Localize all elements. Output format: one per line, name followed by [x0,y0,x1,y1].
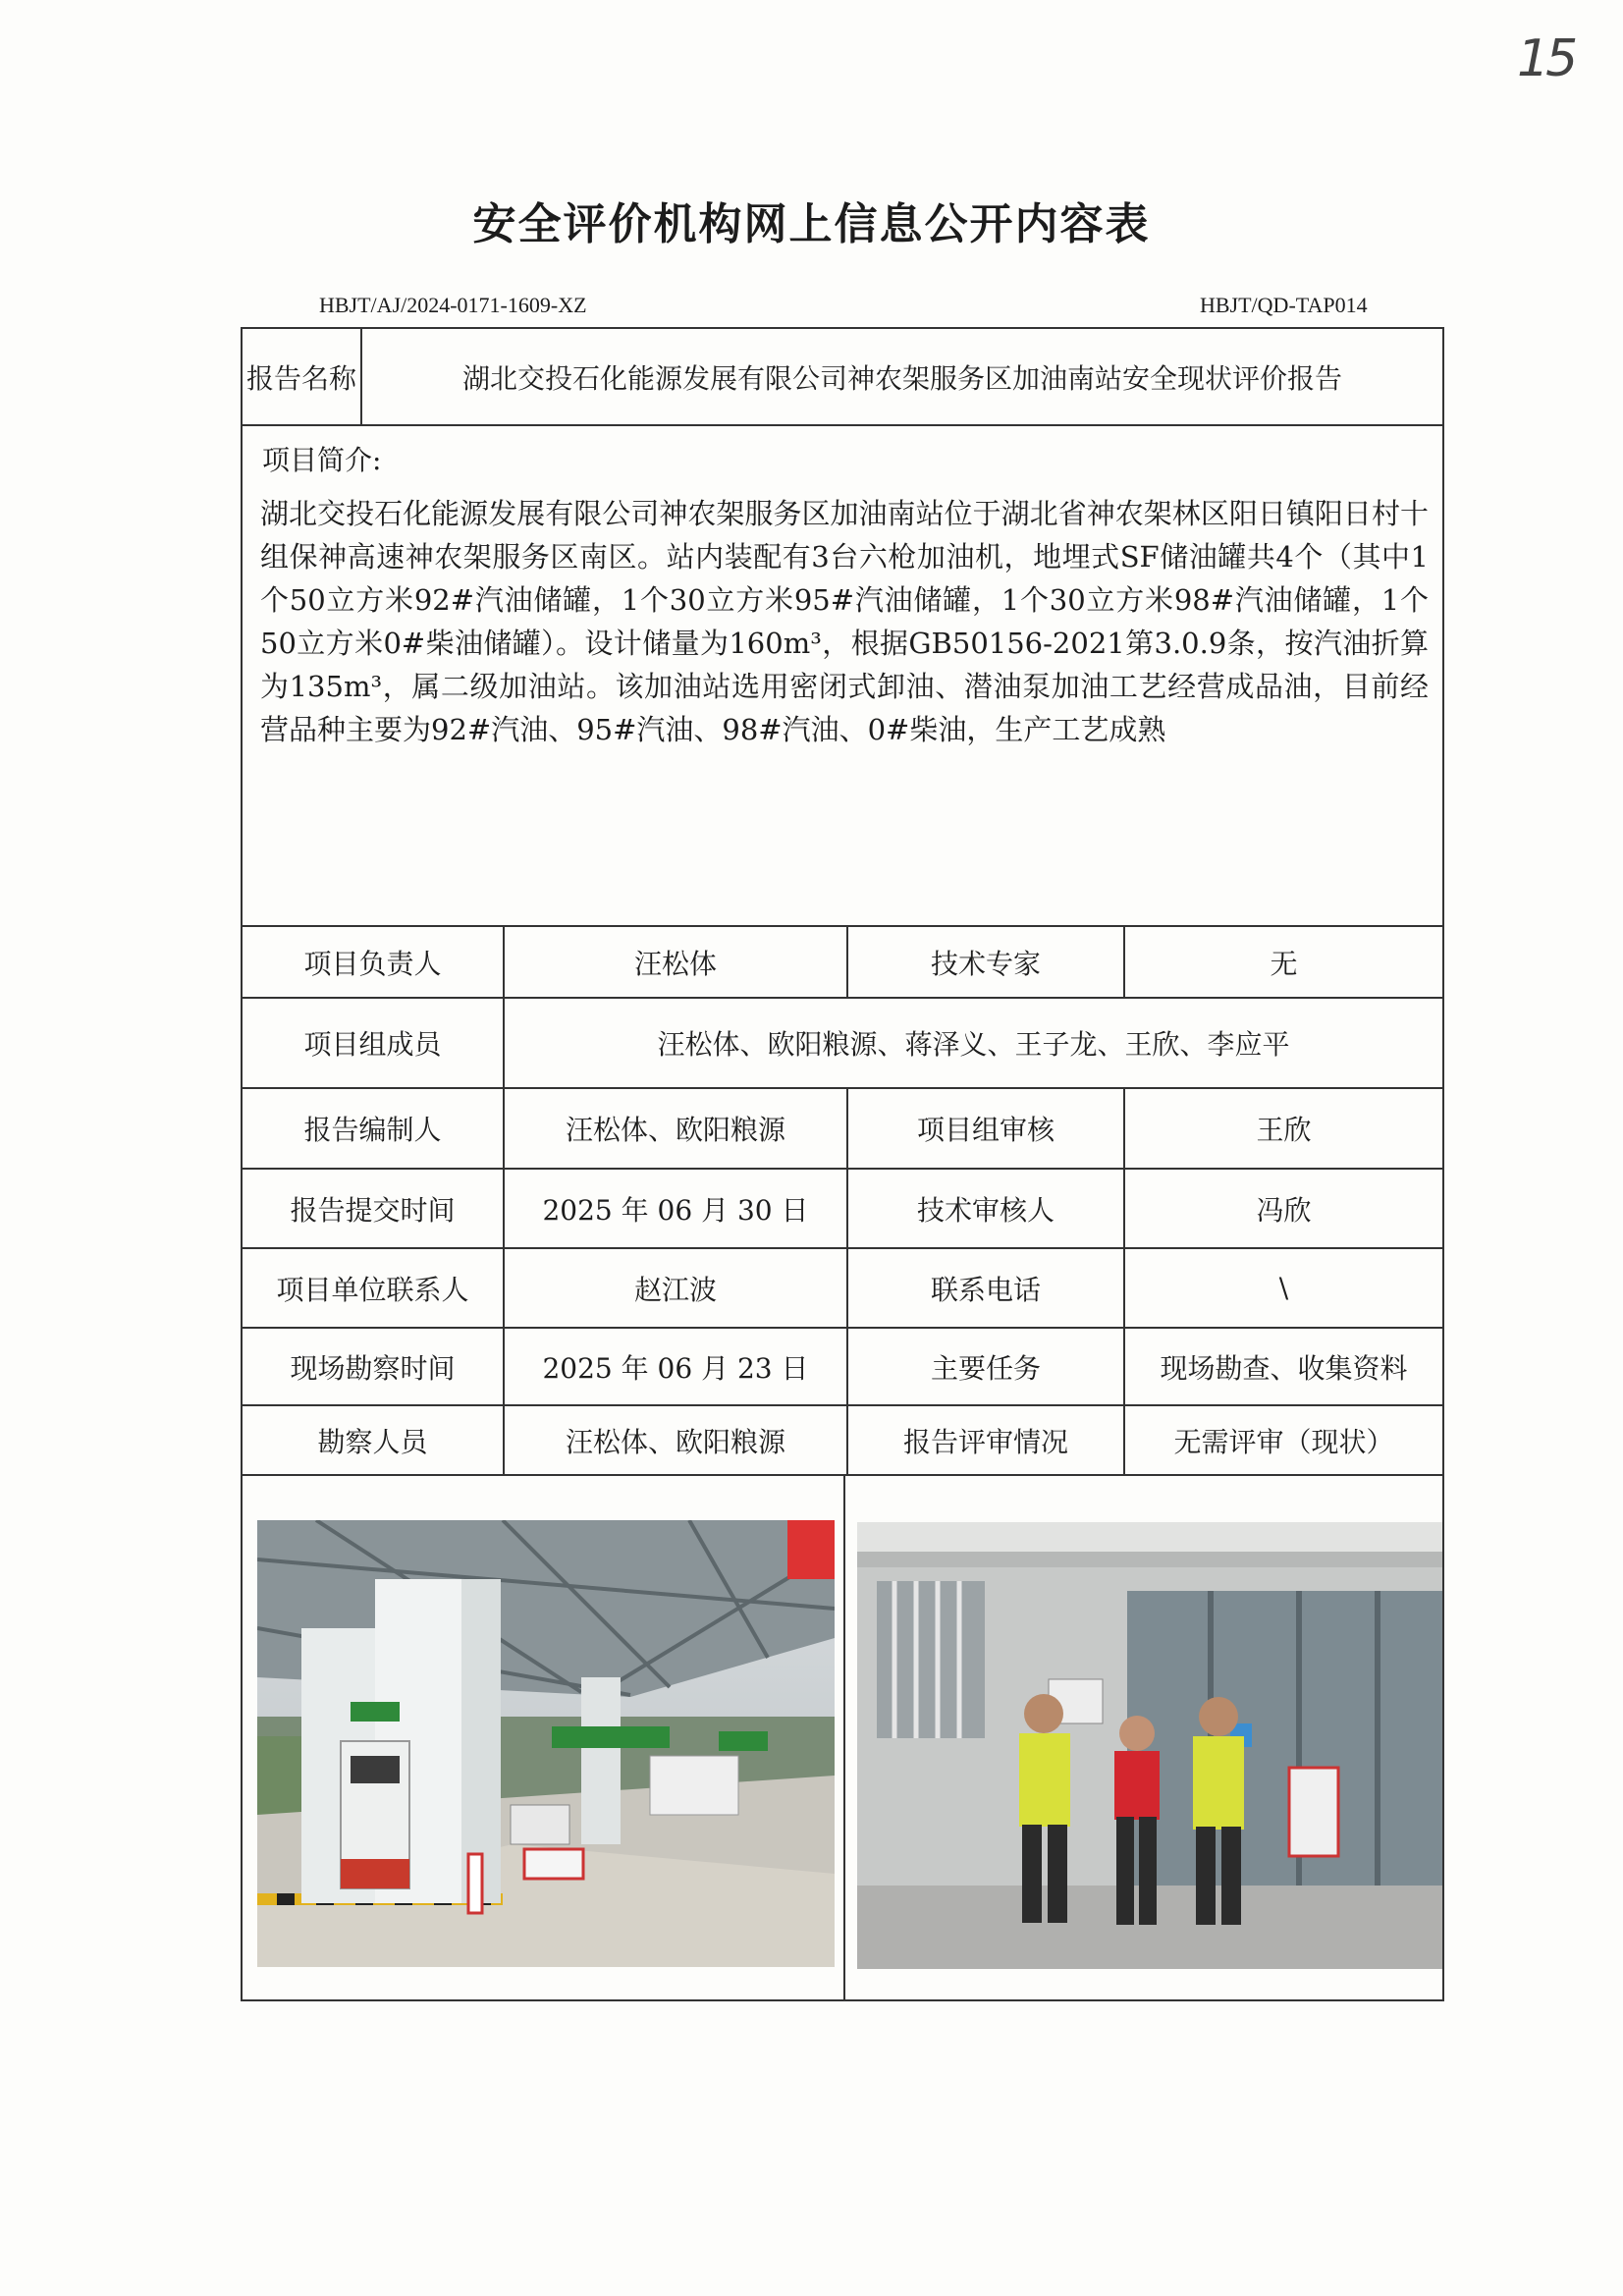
submit-time-label: 报告提交时间 [290,1193,456,1227]
info-table [241,327,1444,2001]
survey-time-value: 2025 年 06 月 23 日 [542,1351,809,1385]
intro-text: 湖北交投石化能源发展有限公司神农架服务区加油南站位于湖北省神农架林区阳日镇阳日村十组保神高速神农架服务区南区。站内装配有3台六枪加油机，地埋式SF储油罐共4个（其中1个50立方米92#汽油储罐，1个30立方米95#汽油储罐，1个30立方米98#汽油储罐，1个50立方米0#柴油储罐）。设计储量为160m³，根据GB50156-2021第3.0.9条，按汽油折算为135m³，属二级加油站。该加油站选用密闭式卸油、潜油泵加油工艺经营成品油，目前经营品种主要为92#汽油、95#汽油、98#汽油、0#柴油，生产工艺成熟 [260,497,1429,746]
leader-label: 项目负责人 [303,947,442,980]
tech-review-label: 技术审核人 [916,1193,1055,1227]
members-value: 汪松体、欧阳粮源、蒋泽义、王子龙、王欣、李应平 [657,1028,1290,1061]
phone-label: 联系电话 [930,1273,1041,1306]
contact-value: 赵江波 [633,1273,717,1306]
phone-value: \ [1278,1272,1289,1304]
review-label: 报告评审情况 [902,1425,1068,1458]
contact-label: 项目单位联系人 [276,1273,469,1306]
team-review-label: 项目组审核 [916,1114,1055,1146]
team-review-value: 王欣 [1256,1114,1312,1146]
form-number: HBJT/QD-TAP014 [1200,293,1368,317]
author-label: 报告编制人 [303,1114,442,1146]
task-value: 现场勘查、收集资料 [1160,1351,1408,1385]
gas-station-photo [257,1520,835,1967]
task-label: 主要任务 [930,1351,1041,1385]
report-name-label: 报告名称 [245,361,356,395]
document-number: HBJT/AJ/2024-0171-1609-XZ [319,293,587,317]
surveyors-value: 汪松体、欧阳粮源 [565,1425,785,1458]
author-value: 汪松体、欧阳粮源 [565,1114,785,1146]
review-value: 无需评审（现状） [1173,1425,1394,1458]
expert-value: 无 [1270,947,1298,980]
expert-label: 技术专家 [930,947,1041,980]
surveyors-label: 勘察人员 [317,1425,428,1458]
submit-time-value: 2025 年 06 月 30 日 [542,1193,809,1227]
survey-time-label: 现场勘察时间 [290,1351,456,1385]
survey-team-photo [857,1522,1442,1969]
page-title: 安全评价机构网上信息公开内容表 [472,199,1151,249]
handwritten-page-number: 15 [1517,29,1575,88]
members-label: 项目组成员 [303,1028,442,1061]
tech-review-value: 冯欣 [1256,1193,1312,1227]
intro-label: 项目简介: [262,444,382,476]
report-name-value: 湖北交投石化能源发展有限公司神农架服务区加油南站安全现状评价报告 [461,361,1342,395]
leader-value: 汪松体 [633,947,717,980]
